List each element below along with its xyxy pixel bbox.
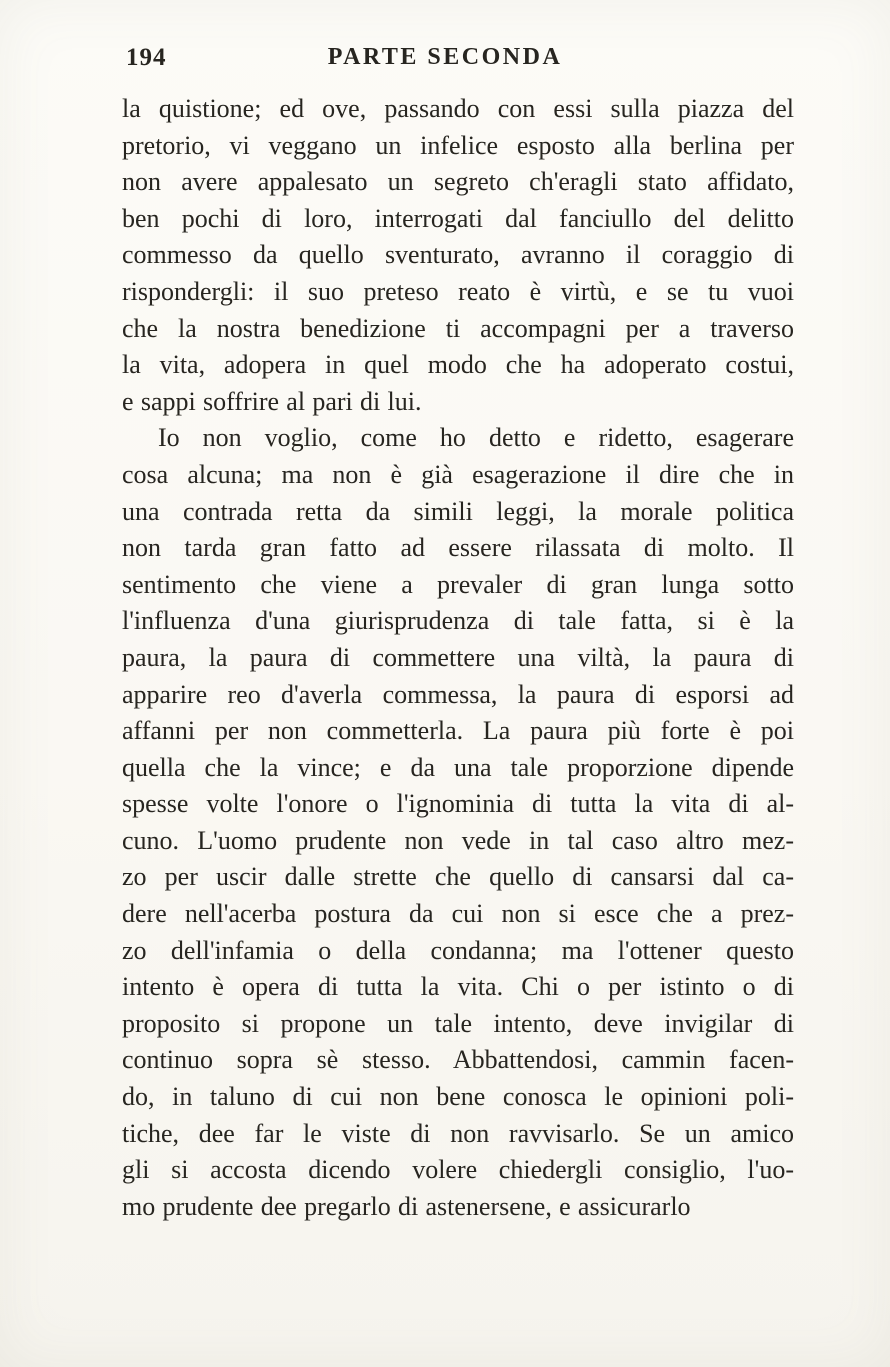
text-line: gli si accosta dicendo volere chiedergli consiglio, l'uo-	[122, 1155, 794, 1185]
text-line: una contrada retta da simili leggi, la morale politica	[122, 496, 794, 526]
text-line: paura, la paura di commettere una viltà, la paura di	[122, 642, 794, 672]
text-line: mo prudente dee pregarlo di astenersene, e assicurarlo	[122, 1191, 691, 1221]
text-line: l'influenza d'una giurisprudenza di tale fatta, si è la	[122, 606, 794, 636]
paragraph	[122, 420, 794, 1225]
text-line: che la nostra benedizione ti accompagni per a traverso	[122, 313, 794, 343]
paragraph	[122, 91, 794, 420]
text-line: dere nell'acerba postura da cui non si esce che a prez-	[122, 899, 794, 929]
page-number: 194	[126, 44, 167, 71]
text-line: zo dell'infamia o della condanna; ma l'ottener questo	[122, 935, 794, 965]
text-line: intento è opera di tutta la vita. Chi o per istinto o di	[122, 972, 794, 1002]
text-line: spesse volte l'onore o l'ignominia di tutta la vita di al-	[122, 789, 794, 819]
text-line: non avere appalesato un segreto ch'eragli stato affidato,	[122, 167, 794, 197]
text-line: cosa alcuna; ma non è già esagerazione il dire che in	[122, 459, 794, 489]
text-line: commesso da quello sventurato, avranno il coraggio di	[122, 240, 794, 270]
text-line: ben pochi di loro, interrogati dal fanciullo del delitto	[122, 203, 794, 233]
text-line: apparire reo d'averla commessa, la paura di esporsi ad	[122, 679, 794, 709]
text-line: do, in taluno di cui non bene conosca le opinioni poli-	[122, 1082, 794, 1112]
text-line: la quistione; ed ove, passando con essi sulla piazza del	[122, 94, 794, 123]
text-line: sentimento che viene a prevaler di gran lunga sotto	[122, 569, 794, 599]
text-line: zo per uscir dalle strette che quello di cansarsi dal ca-	[122, 862, 794, 892]
text-line: la vita, adopera in quel modo che ha adoperato costui,	[122, 350, 794, 380]
text-line: cuno. L'uomo prudente non vede in tal caso altro mez-	[122, 825, 794, 855]
running-title: PARTE SECONDA	[327, 44, 563, 70]
text-line: affanni per non commetterla. La paura più forte è poi	[122, 716, 794, 746]
text-line: pretorio, vi veggano un infelice esposto alla berlina per	[122, 130, 794, 160]
text-line: tiche, dee far le viste di non ravvisarlo. Se un amico	[122, 1118, 794, 1148]
page-body	[122, 91, 794, 1225]
text-line: quella che la vince; e da una tale proporzione dipende	[122, 752, 794, 782]
text-line: Io non voglio, come ho detto e ridetto, esagerare	[158, 423, 794, 453]
text-line: non tarda gran fatto ad essere rilassata di molto. Il	[122, 533, 794, 563]
text-line: continuo sopra sè stesso. Abbattendosi, cammin facen-	[122, 1045, 794, 1075]
text-line: rispondergli: il suo preteso reato è virtù, e se tu vuoi	[122, 276, 794, 306]
text-line: proposito si propone un tale intento, deve invigilar di	[122, 1008, 794, 1038]
page-header	[0, 0, 890, 78]
text-line: e sappi soffrire al pari di lui.	[122, 386, 422, 416]
